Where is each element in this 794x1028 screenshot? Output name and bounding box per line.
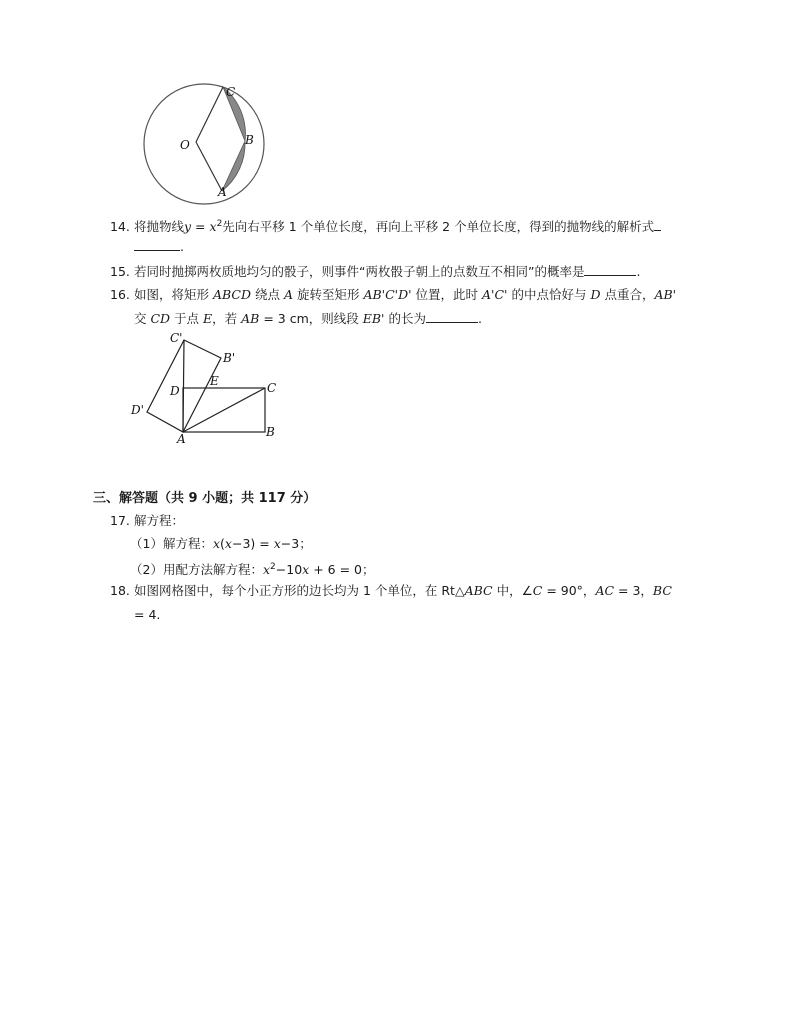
label-d1: D' bbox=[131, 403, 144, 417]
answer-blank[interactable] bbox=[654, 219, 661, 231]
question-15: 15. 若同时抛掷两枚质地均匀的骰子，则事件“两枚骰子朝上的点数互不相同”的概率是 . bbox=[110, 264, 641, 279]
shaded-segment-ba bbox=[222, 141, 245, 191]
label-a: A bbox=[218, 185, 227, 199]
segment-oa bbox=[196, 142, 222, 191]
section-header: 三、解答题（共 9 小题；共 117 分） bbox=[93, 491, 317, 506]
segment-ac bbox=[183, 388, 265, 432]
circle-figure bbox=[138, 84, 268, 199]
label-c: C bbox=[226, 85, 236, 99]
label-o: O bbox=[180, 138, 190, 152]
segment-oc bbox=[196, 87, 223, 142]
rectangle-rotation-figure bbox=[126, 328, 286, 448]
question-16: 16. 如图，将矩形 ABCD 绕点 A 旋转至矩形 AB'C'D' 位置，此时 A'C' 的中点恰好与 D 点重合，AB' bbox=[110, 287, 677, 302]
question-number: 18. bbox=[110, 583, 130, 598]
question-number: 17. bbox=[110, 513, 130, 528]
question-18-cont: = 4. bbox=[134, 607, 161, 622]
answer-blank[interactable] bbox=[134, 239, 180, 251]
answer-blank[interactable] bbox=[584, 264, 636, 276]
label-c1: C' bbox=[170, 331, 183, 345]
label-b1: B' bbox=[223, 351, 236, 365]
question-14-cont: . bbox=[134, 239, 184, 255]
question-number: 16. bbox=[110, 287, 130, 302]
question-17: 17. 解方程： bbox=[110, 513, 185, 528]
question-17-part-2: （2）用配方法解方程：$x^2-10x + 6 = 0$； bbox=[130, 562, 375, 578]
label-b: B bbox=[245, 133, 254, 147]
question-14: 14. 将抛物线$y = x^2$先向右平移 1 个单位长度，再向上平移 2 个单位长度，得到的抛物线的解析式 bbox=[110, 216, 661, 235]
question-18: 18. 如图网格图中，每个小正方形的边长均为 1 个单位，在 Rt△ABC 中，∠C = 90°，AC = 3，BC bbox=[110, 583, 672, 598]
question-16-cont: 交 CD 于点 E，若 AB = 3 cm，则线段 EB' 的长为 . bbox=[134, 311, 482, 326]
answer-blank[interactable] bbox=[426, 311, 478, 323]
segment-ac1 bbox=[183, 340, 184, 432]
question-number: 14. bbox=[110, 219, 130, 235]
question-17-part-1: （1）解方程：x(x−3) = x−3； bbox=[130, 536, 312, 551]
label-d: D bbox=[170, 384, 180, 398]
label-e: E bbox=[210, 374, 219, 388]
question-number: 15. bbox=[110, 264, 130, 279]
label-b: B bbox=[266, 425, 275, 439]
label-a: A bbox=[177, 432, 186, 446]
label-c: C bbox=[267, 381, 277, 395]
